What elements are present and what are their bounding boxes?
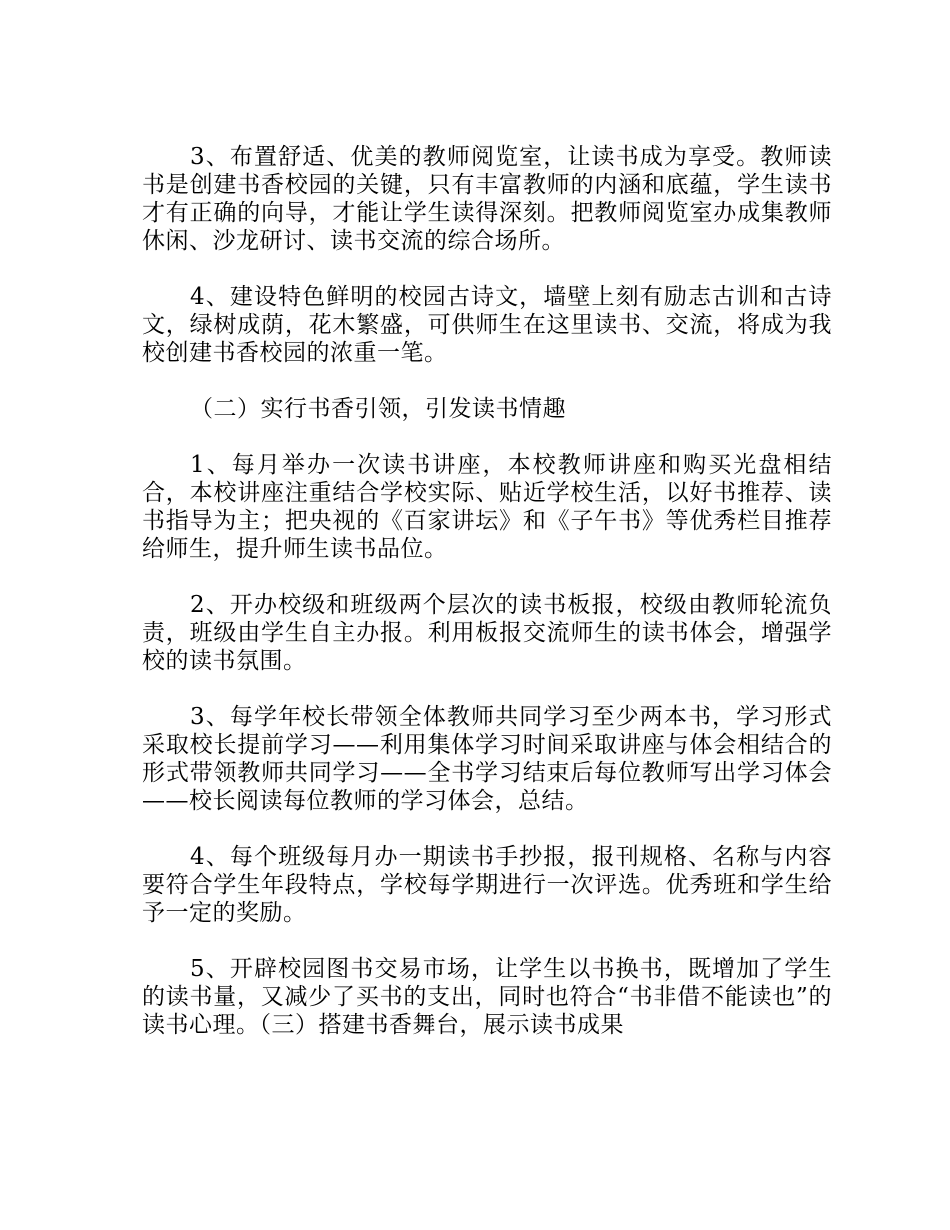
paragraph-handwritten-newspaper: 4、每个班级每月办一期读书手抄报，报刊规格、名称与内容要符合学生年段特点，学校每学期进行一次评选。优秀班和学生给予一定的奖励。 xyxy=(142,844,832,926)
paragraph-monthly-lecture: 1、每月举办一次读书讲座，本校教师讲座和购买光盘相结合，本校讲座注重结合学校实际、贴近学校生活，以好书推荐、读书指导为主；把央视的《百家讲坛》和《子午书》等优秀栏目推荐给师生，提升师生读书品位。 xyxy=(142,452,832,562)
paragraph-blackboard-newspaper: 2、开办校级和班级两个层次的读书板报，校级由教师轮流负责，班级由学生自主办报。利用板报交流师生的读书体会，增强学校的读书氛围。 xyxy=(142,592,832,674)
paragraph-book-exchange-market: 5、开辟校园图书交易市场，让学生以书换书，既增加了学生的读书量，又减少了买书的支出，同时也符合“书非借不能读也”的读书心理。（三）搭建书香舞台，展示读书成果 xyxy=(142,956,832,1038)
document-body xyxy=(142,143,832,1067)
paragraph-campus-poetry: 4、建设特色鲜明的校园古诗文，墙壁上刻有励志古训和古诗文，绿树成荫，花木繁盛，可供师生在这里读书、交流，将成为我校创建书香校园的浓重一笔。 xyxy=(142,284,832,366)
paragraph-principal-study: 3、每学年校长带领全体教师共同学习至少两本书，学习形式采取校长提前学习——利用集体学习时间采取讲座与体会相结合的形式带领教师共同学习——全书学习结束后每位教师写出学习体会——校长阅读每位教师的学习体会，总结。 xyxy=(142,704,832,814)
section-heading-2: （二）实行书香引领，引发读书情趣 xyxy=(190,396,566,422)
paragraph-teacher-reading-room: 3、布置舒适、优美的教师阅览室，让读书成为享受。教师读书是创建书香校园的关键，只有丰富教师的内涵和底蕴，学生读书才有正确的向导，才能让学生读得深刻。把教师阅览室办成集教师休闲、沙龙研讨、读书交流的综合场所。 xyxy=(142,144,832,254)
